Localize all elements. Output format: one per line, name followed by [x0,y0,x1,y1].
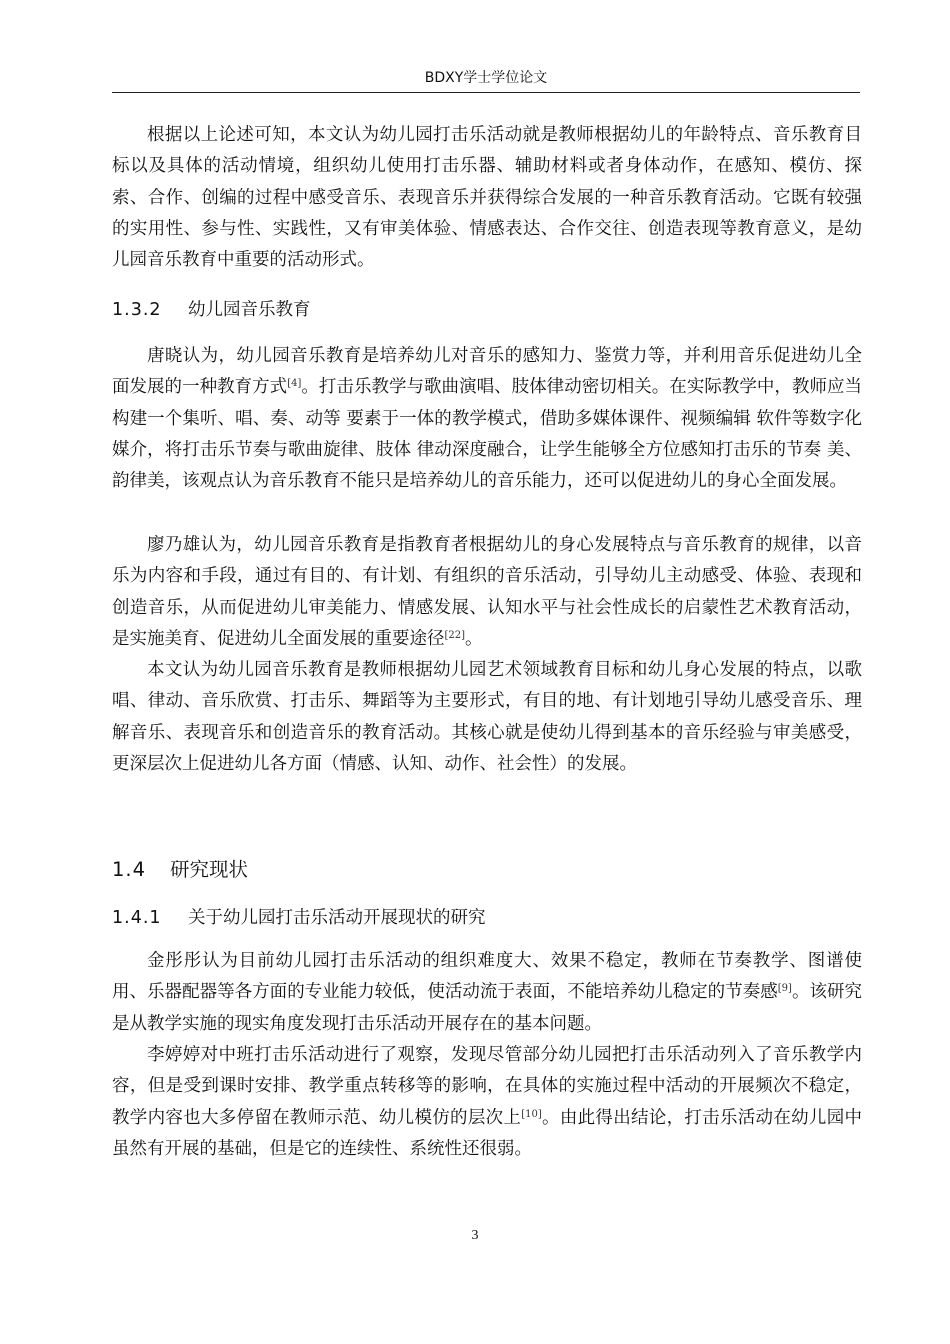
paragraph-text: 金彤彤认为目前幼儿园打击乐活动的组织难度大、效果不稳定，教师在节奏教学、图谱使用、乐器配器等各方面的专业能力较低，使活动流于表面，不能培养幼儿稳定的节奏感 [112,951,862,1003]
paragraph-liao-naixiong [112,530,862,655]
paragraph-text: 。该研究是从教学实施的现实角度发现打击乐活动开展存在的基本问题。 [112,982,863,1034]
section-title: 幼儿园音乐教育 [188,300,311,320]
paragraph-text: 。由此得出结论，打击乐活动在幼儿园中虽然有开展的基础，但是它的连续性、系统性还很弱。 [112,1107,863,1159]
paragraph-li-tingting [112,1040,862,1165]
running-header: BDXY学士学位论文 [424,70,548,86]
section-number: 1.3.2 [112,300,162,320]
section-heading-1-3-2 [112,297,311,323]
section-title: 关于幼儿园打击乐活动开展现状的研究 [188,908,486,928]
paragraph-text: 唐晓认为，幼儿园音乐教育是培养幼儿对音乐的感知力、鉴赏力等，并利用音乐促进幼儿全面发展的一种教育方式 [112,346,862,398]
paragraph-author-view: 本文认为幼儿园音乐教育是教师根据幼儿园艺术领域教育目标和幼儿身心发展的特点，以歌唱、律动、音乐欣赏、打击乐、舞蹈等为主要形式，有目的地、有计划地引导幼儿感受音乐、理解音乐、表现音乐和创造音乐的教育活动。其核心就是使幼儿得到基本的音乐经验与审美感受，更深层次上促进幼儿各方面（情感、认知、动作、社会性）的发展。 [112,660,862,774]
page-number: 3 [471,1228,479,1243]
paragraph-text: 。 [465,628,483,649]
section-number: 1.4 [112,858,147,881]
section-title: 研究现状 [170,858,249,881]
header-rule [112,92,860,93]
paragraph-tang-xiao [112,341,862,497]
paragraph-text: 李婷婷对中班打击乐活动进行了观察，发现尽管部分幼儿园把打击乐活动列入了音乐教学内容，但是受到课时安排、教学重点转移等的影响，在具体的实施过程中活动的开展频次不稳定，教学内容也大多停留在教师示范、幼儿模仿的层次上 [112,1045,862,1128]
paragraph-jin-tongtong [112,946,862,1040]
paragraph-text: 廖乃雄认为，幼儿园音乐教育是指教育者根据幼儿的身心发展特点与音乐教育的规律，以音乐为内容和手段，通过有目的、有计划、有组织的音乐活动，引导幼儿主动感受、体验、表现和创造音乐，从而促进幼儿审美能力、情感发展、认知水平与社会性成长的启蒙性艺术教育活动，是实施美育、促进幼儿全面发展的重要途径 [112,535,862,649]
citation-ref: [10] [521,1108,542,1120]
paragraph-definition: 根据以上论述可知，本文认为幼儿园打击乐活动就是教师根据幼儿的年龄特点、音乐教育目标以及具体的活动情境，组织幼儿使用打击乐器、辅助材料或者身体动作，在感知、模仿、探索、合作、创编的过程中感受音乐、表现音乐并获得综合发展的一种音乐教育活动。它既有较强的实用性、参与性、实践性，又有审美体验、情感表达、合作交往、创造表现等教育意义，是幼儿园音乐教育中重要的活动形式。 [112,125,862,271]
citation-ref: [22] [444,629,466,641]
section-heading-1-4-1 [112,905,486,931]
citation-ref: [4] [287,378,302,390]
section-heading-1-4 [112,856,248,884]
section-number: 1.4.1 [112,908,162,928]
paragraph-text: 。打击乐教学与歌曲演唱、肢体律动密切相关。在实际教学中，教师应当构建一个集听、唱、奏、动等 要素于一体的教学模式，借助多媒体课件、视频编辑 软件等数字化媒介，将打击乐节奏与歌曲旋律、肢体 律动深度融合，让学生能够全方位感知打击乐的节奏 美、韵律美，该观点认为音乐教育不能只是培养幼儿的音乐能力，还可以促进幼儿的身心全面发展。 [112,377,863,492]
citation-ref: [9] [777,983,792,995]
